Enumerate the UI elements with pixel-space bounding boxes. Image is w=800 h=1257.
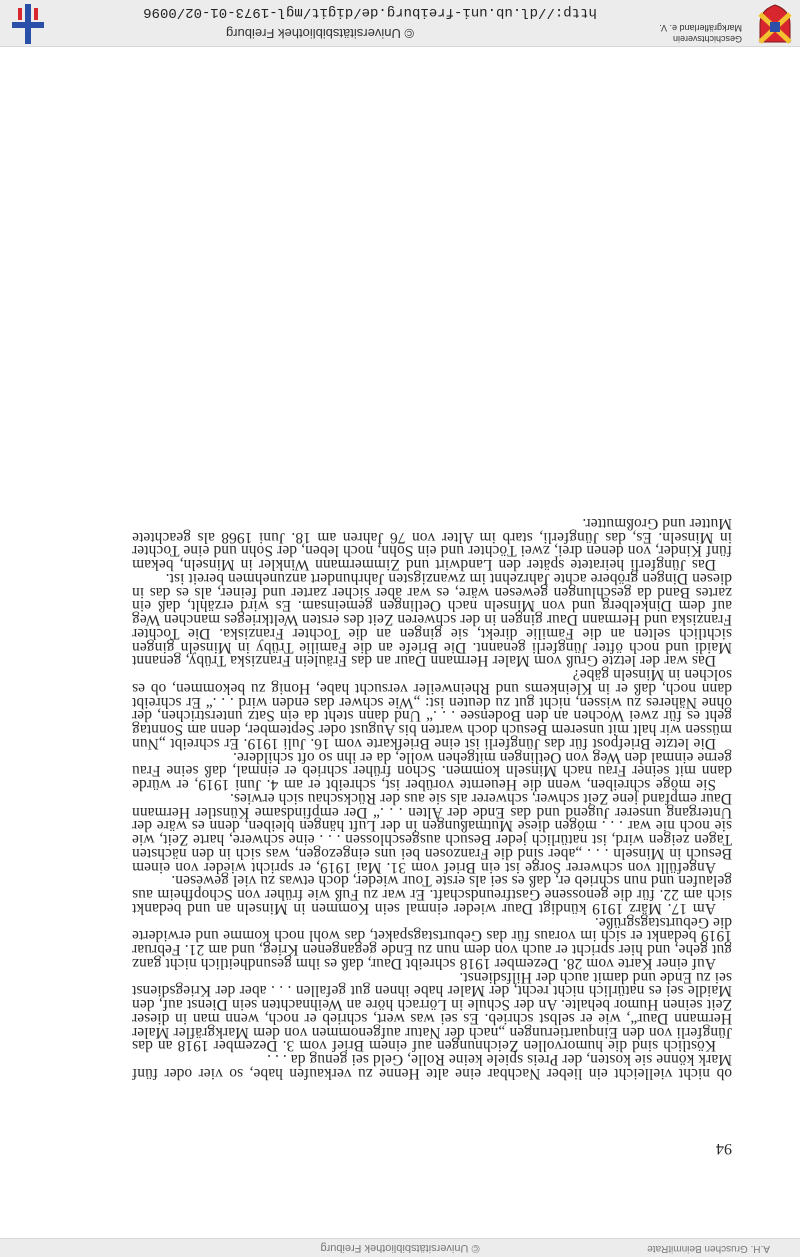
banner-rotated (0, 0, 800, 46)
paragraph: ob nicht vielleicht ein lieber Nachbar eine alte Henne zu verkaufen habe, so vier oder fünf Mark könne sie kosten, der Preis spiele keine Rolle, Geld sei genug da . . . (132, 1051, 732, 1082)
article-body (132, 516, 732, 1080)
paragraph: Am 17. März 1919 kündigt Daur wieder einmal sein Kommen in Minseln an und bedankt sich am 22. für die genossene Gastfreundschaft. Er war zu Fuß wie früher von Schopfheim aus gelaufen und nun schrieb er, daß es sei als erste Tour wieder, doch etwas zu viel gewesen. (132, 872, 732, 917)
bottom-banner-rotated (0, 1239, 800, 1257)
paragraph: Das war der letzte Gruß vom Maler Hermann Daur an das Fräulein Franziska Trüby, genannt Maidi und noch öfter Jüngferli genannt. Die Briefe an die Familie Trüby in Minseln gingen sichtlich selten an die Familie direkt, sie gingen an die Tochter Franziska. Die Tochter Franziska und Hermann Daur gingen in der schweren Zeit des ersten Weltkrieges manchen Weg auf dem Dinkelberg und von Minseln nach Oetlingen gemeinsam. Es wird erzählt, daß ein zartes Band da geschlungen gewesen wäre, es war aber sicher zarter und feiner, als es das in diesen Dingen gröbere achte Jahrzehnt im zwanzigsten Jahrhundert anzunehmen bereit ist. (132, 570, 732, 670)
paragraph: Die letzte Briefpost für das Jüngferli ist eine Briefkarte vom 16. Juli 1919. Er schreibt „Nun müssen wir halt mit unserem Besuch doch warten bis August oder September, denn am Sonntag geht es für zwei Wochen an den Bodensee . . .“ Und dann steht da ein Satz unterstrichen, der ohne Näheres zu wissen, nicht gut zu deuten ist: „Wie schwer das enden wird . . .“ Er schreibt dann noch, daß er in Kleinkems und Rheinweiler versucht habe, Honig zu bekommen, ob es solchen in Minseln gäbe? (132, 666, 732, 752)
page-rotated (90, 150, 750, 1170)
bottom-banner (0, 1238, 800, 1257)
society-line1: Geschichtsverein (672, 34, 742, 44)
bottom-left-label: A.H. Gruschen BeinmitRate (647, 1243, 770, 1254)
paragraph: Angefüllt von schwerer Sorge ist ein Brief vom 31. Mai 1919, er spricht wieder von einem Besuch in Minseln . . . „aber sind die Franzosen bei uns eingezogen, was sich in den nächsten Tagen zeigen wird, ist natürlich jeder Besuch ausgeschlossen . . . eine schwere, harte Zeit, wie sie noch nie war . . . mögen diese Mutmaßungen in der Luft hängen bleiben, denn es wäre der Untergang unserer Jugend und das Ende der Alten . . .“ Der empfindsame Künstler Hermann Daur empfand jene Zeit schwer, schwerer als sie aus der Rückschau sich erwies. (132, 790, 732, 876)
coat-of-arms-icon (758, 4, 792, 44)
source-url[interactable]: http://dl.ub.uni-freiburg.de/digit/mgl-1973-01-02/0096 (143, 4, 597, 20)
scanned-page (90, 150, 750, 1170)
library-credit: © Universitätsbibliothek Freiburg (225, 26, 415, 41)
paragraph: Köstlich sind die humorvollen Zeichnungen auf einem Brief vom 3. Dezember 1918 an das Jüngferli von den Einquartierungen „nach der Natur aufgenommen von dem Markgräfler Maler Hermann Daur“, wie er selbst schrieb. Es sei was wert, schrieb er noch, wenn man in dieser Zeit seinen Humor behalte. An der Schule in Lörrach höre an Weihnachten sein Dienst auf, den Maidle sei es natürlich nicht recht, der Maler habe ihnen gut gefallen . . . aber der Kriegsdienst sei zu Ende und damit auch der Hilfsdienst. (132, 968, 732, 1055)
page-number: 94 (716, 1140, 732, 1157)
paragraph: Auf einer Karte vom 28. Dezember 1918 schreibt Daur, daß es ihm gesundheitlich nicht ganz gut gehe, und hier spricht er auch von dem nun zu Ende gegangenen Krieg, und am 21. Februar 1919 bedankt er sich im voraus für das Geburtstagspaket, das wohl noch komme und erwiderte die Geburtstagsgrüße. (132, 913, 732, 972)
bottom-credit: © Universitätsbibliothek Freiburg (320, 1242, 480, 1254)
top-banner (0, 0, 800, 47)
society-label (624, 4, 742, 44)
society-line2: Markgräflerland e. V. (659, 23, 742, 33)
paragraph: Sie möge schreiben, wenn die Heuernte vorüber ist, schreibt er am 4. Juni 1919, er würde dann mit seiner Frau nach Minseln kommen. Schon früher schrieb er einmal, daß seine Frau gerne einmal den Weg von Oetlingen mitgehen wolle, da er ihn so oft schildere. (132, 748, 732, 794)
paragraph: Das Jüngferli heiratete später den Landwirt und Zimmermann Winkler in Minseln, bekam fünf Kinder, von denen drei, zwei Töchter und ein Sohn, noch leben, der Sohn und eine Tochter in Minseln. Es, das Jüngferli, starb im Alter von 76 Jahren am 18. Juni 1968 als geachtete Mutter und Großmutter. (132, 515, 732, 574)
university-logo-icon (8, 2, 48, 46)
